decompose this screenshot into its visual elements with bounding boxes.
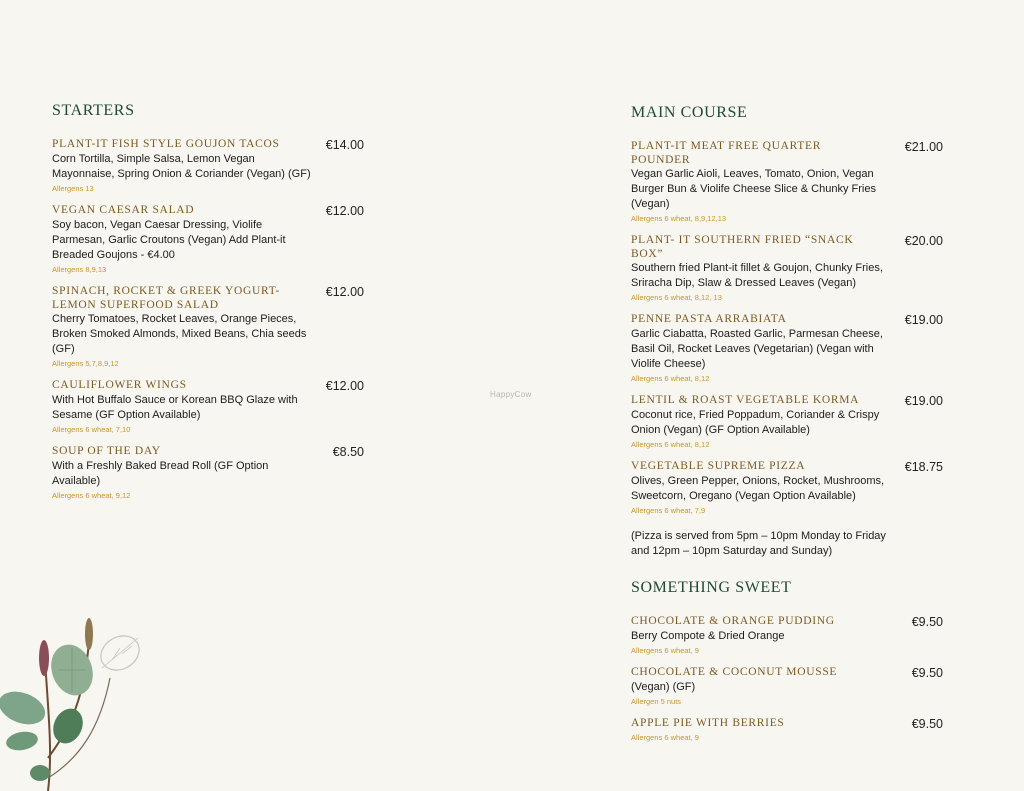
- menu-item-allergens: Allergens 6 wheat, 9: [631, 646, 699, 655]
- menu-item: [52, 204, 364, 276]
- main-course-list: [631, 140, 943, 517]
- menu-item-description: Olives, Green Pepper, Onions, Rocket, Mushrooms, Sweetcorn, Oregano (Vegan Option Available): [631, 475, 885, 502]
- pizza-note: (Pizza is served from 5pm – 10pm Monday to Friday and 12pm – 10pm Saturday and Sunday): [631, 530, 886, 557]
- menu-item: [631, 313, 943, 385]
- menu-item: [631, 234, 943, 304]
- starters-title: STARTERS: [52, 102, 135, 119]
- leaf-branch-illustration: [0, 608, 160, 791]
- sweet-title: SOMETHING SWEET: [631, 579, 792, 596]
- menu-item-price: €12.00: [325, 204, 364, 218]
- main-course-title: MAIN COURSE: [631, 104, 748, 121]
- menu-item-description: Vegan Garlic Aioli, Leaves, Tomato, Onion, Vegan Burger Bun & Violife Cheese Slice & Chunky Fries (Vegan): [631, 168, 876, 210]
- menu-item-allergens: Allergens 6 wheat, 8,9,12,13: [631, 214, 727, 223]
- menu-item-allergens: Allergens 6 wheat, 7,10: [52, 425, 131, 434]
- menu-item-header: [631, 666, 943, 680]
- menu-item-name: PENNE PASTA ARRABIATA: [631, 313, 787, 325]
- menu-item-price: €20.00: [904, 234, 943, 248]
- menu-item-name: APPLE PIE WITH BERRIES: [631, 717, 785, 729]
- menu-item-price: €12.00: [325, 285, 364, 299]
- menu-item-description: Corn Tortilla, Simple Salsa, Lemon Vegan Mayonnaise, Spring Onion & Coriander (Vegan) (GF): [52, 153, 311, 180]
- menu-item-description: Southern fried Plant-it fillet & Goujon, Chunky Fries, Sriracha Dip, Slaw & Dressed Leaves (Vegan): [631, 262, 883, 289]
- menu-item-name: PLANT- IT SOUTHERN FRIED “SNACK BOX”: [631, 234, 854, 260]
- menu-item-name: PLANT-IT MEAT FREE QUARTER POUNDER: [631, 140, 822, 166]
- sweet-list: [631, 615, 943, 744]
- menu-item-description: With a Freshly Baked Bread Roll (GF Option Available): [52, 460, 269, 487]
- menu-item-header: [631, 615, 943, 629]
- menu-item-allergens: Allergen 5 nuts: [631, 697, 682, 706]
- menu-item-header: [631, 313, 943, 327]
- menu-item-header: [631, 234, 943, 261]
- menu-item-allergens: Allergens 13: [52, 184, 94, 193]
- menu-item-allergens: Allergens 6 wheat, 8,12: [631, 440, 710, 449]
- menu-item-allergens: Allergens 6 wheat, 8,12, 13: [631, 293, 722, 302]
- menu-item-description: Soy bacon, Vegan Caesar Dressing, Violife Parmesan, Garlic Croutons (Vegan) Add Plant-it Breaded Goujons - €4.00: [52, 219, 286, 261]
- menu-item-name: VEGETABLE SUPREME PIZZA: [631, 460, 806, 472]
- menu-item: [52, 379, 364, 436]
- menu-item: [631, 460, 943, 517]
- menu-item-description: Cherry Tomatoes, Rocket Leaves, Orange Pieces, Broken Smoked Almonds, Mixed Beans, Chia seeds (GF): [52, 313, 307, 355]
- menu-item-price: €19.00: [904, 313, 943, 327]
- menu-item-price: €21.00: [904, 140, 943, 154]
- menu-item-name: SPINACH, ROCKET & GREEK YOGURT- LEMON SUPERFOOD SALAD: [52, 285, 280, 311]
- menu-item-price: €14.00: [325, 138, 364, 152]
- menu-item-description: Berry Compote & Dried Orange: [631, 630, 785, 642]
- menu-item-name: SOUP OF THE DAY: [52, 445, 161, 457]
- menu-item-header: [631, 394, 943, 408]
- menu-item-allergens: Allergens 6 wheat, 9: [631, 733, 699, 742]
- menu-item-header: [631, 460, 943, 474]
- menu-item-allergens: Allergens 6 wheat, 7,9: [631, 506, 706, 515]
- main-course-column: [631, 104, 943, 753]
- menu-item-header: [52, 379, 364, 393]
- starters-list: [52, 138, 364, 502]
- starters-column: [52, 102, 364, 511]
- menu-item: [631, 394, 943, 451]
- menu-item-header: [52, 204, 364, 218]
- menu-item-name: VEGAN CAESAR SALAD: [52, 204, 195, 216]
- menu-item-allergens: Allergens 6 wheat, 9,12: [52, 491, 131, 500]
- menu-item: [631, 717, 943, 744]
- menu-item-description: (Vegan) (GF): [631, 681, 696, 693]
- menu-item-allergens: Allergens 5,7,8,9,12: [52, 359, 119, 368]
- menu-item: [52, 445, 364, 502]
- menu-item-price: €19.00: [904, 394, 943, 408]
- menu-item-price: €18.75: [904, 460, 943, 474]
- menu-item-name: LENTIL & ROAST VEGETABLE KORMA: [631, 394, 860, 406]
- menu-item-header: [631, 717, 943, 731]
- menu-item-header: [631, 140, 943, 167]
- menu-item: [631, 615, 943, 657]
- menu-item-description: Coconut rice, Fried Poppadum, Coriander & Crispy Onion (Vegan) (GF Option Available): [631, 409, 880, 436]
- menu-item-price: €9.50: [911, 717, 943, 731]
- menu-item-allergens: Allergens 8,9,13: [52, 265, 107, 274]
- happycow-watermark: HappyCow: [490, 390, 532, 399]
- menu-item: [52, 138, 364, 195]
- menu-item-description: With Hot Buffalo Sauce or Korean BBQ Glaze with Sesame (GF Option Available): [52, 394, 298, 421]
- menu-item-price: €8.50: [332, 445, 364, 459]
- menu-item: [631, 140, 943, 225]
- menu-item-header: [52, 445, 364, 459]
- menu-item-name: CHOCOLATE & COCONUT MOUSSE: [631, 666, 838, 678]
- menu-item-description: Garlic Ciabatta, Roasted Garlic, Parmesan Cheese, Basil Oil, Rocket Leaves (Vegetarian) (Vegan with Violife Cheese): [631, 328, 883, 370]
- menu-item-name: PLANT-IT FISH STYLE GOUJON TACOS: [52, 138, 280, 150]
- menu-item-name: CHOCOLATE & ORANGE PUDDING: [631, 615, 835, 627]
- menu-item-price: €9.50: [911, 666, 943, 680]
- menu-item-allergens: Allergens 6 wheat, 8,12: [631, 374, 710, 383]
- menu-item-header: [52, 138, 364, 152]
- menu-item-price: €9.50: [911, 615, 943, 629]
- menu-item-header: [52, 285, 364, 312]
- menu-item-price: €12.00: [325, 379, 364, 393]
- menu-item: [52, 285, 364, 370]
- menu-item-name: CAULIFLOWER WINGS: [52, 379, 187, 391]
- menu-item: [631, 666, 943, 708]
